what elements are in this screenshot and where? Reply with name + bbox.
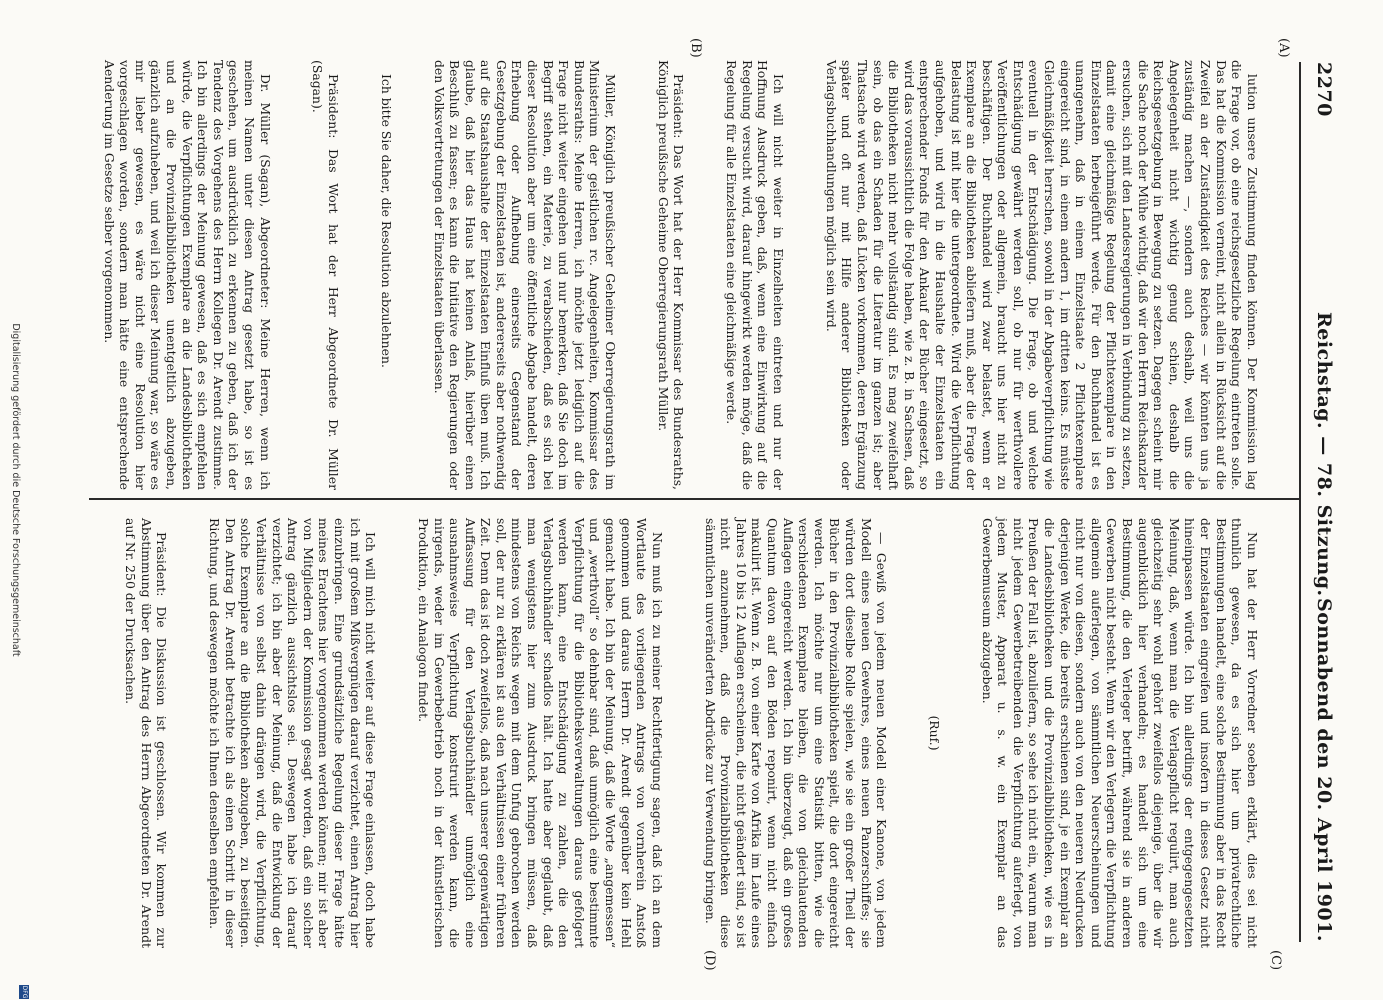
left-text-column [91, 60, 1291, 494]
column-divider [89, 498, 1299, 500]
header-rule [1299, 62, 1301, 942]
page-header [1303, 62, 1343, 942]
margin-marker-c: (C) [1268, 950, 1283, 971]
session-title: Reichstag. — 78. Sitzung. [1313, 312, 1335, 597]
margin-marker-d: (D) [702, 950, 717, 971]
paragraph: Dr. Müller (Sagan), Abgeordneter: Meine Herren, wenn ich meinen Namen unter diesen Antrag gesetzt habe, so ist es geschehen, um ausdrücklich zu erkennen zu geben, daß ich der Tendenz des Vorgehens des Herrn Kollegen Dr. Arendt zustimme. Ich bin allerdings der Meinung gewesen, daß es sich empfehlen würde, die Verpflichtungen Exemplare an die Landesbibliotheken und an die Provinzialbibliotheken unentgeltlich abzugeben, gänzlich aufzuheben, und weil ich dieser Meinung war, so wäre es mir lieber gewesen, es wäre nicht eine Resolution hier vorgeschlagen worden, sondern man hätte eine entsprechende Aenderung im Gesetze selber vorgenommen. [101, 60, 273, 494]
session-date: Sonnabend den 20. April 1901. [1313, 598, 1335, 942]
credit-text: Digitalisierung gefördert durch die Deutsche Forschungsgemeinschaft [10, 323, 21, 657]
right-text-column [91, 518, 1291, 952]
interjection: (Ruf.) [926, 715, 942, 751]
paragraph: Ich bitte Sie daher, die Resolution abzulehnen. [378, 74, 394, 368]
paragraph: Müller, Königlich preußischer Geheimer Oberregierungsrath im Ministerium der geistlichen rc. Angelegenheiten, Kommissar des Bundesraths: Meine Herren, ich möchte jetzt lediglich auf die Frage nicht weiter eingehen und nur bemerken, daß Sie doch im Begriff stehen, ein Materie, zu verabschieden, daß es sich bei dieser Resolution aber um eine öffentliche Abgabe handelt, deren Erhebung oder Aufhebung einerseits Gegenstand der Gesetzgebung der Einzelstaaten ist, andererseits aber nothwendig auf die Staatshaushalte der Einzelstaaten Einfluß üben muß. Ich glaube, daß hier das Haus hat keinen Anlaß, hierüber einen Beschluß zu fassen; es kann die Initiative den Regierungen oder den Volksvertretungen der Einzelstaaten überlassen. [431, 60, 619, 494]
paragraph: Präsident: Das Wort hat der Herr Kommissar des Bundesraths, Königlich preußische Geheime Oberregierungsrath Müller. [655, 60, 687, 494]
paragraph: lution unsere Zustimmung finden können. Der Kommission lag die Frage vor, ob eine reichsgesetzliche Regelung eintreten solle. Das hat die Kommission verneint, nicht allein in Rücksicht auf die Zweifel an der Zuständigkeit des Reiches — wir könnten uns ja zuständig machen —, sondern auch deshalb, weil uns die Angelegenheit nicht wichtig genug schien, deshalb die Reichsgesetzgebung in Bewegung zu setzen. Dagegen scheint mir die Sache noch der Mühe wichtig, daß wir den Herrn Reichskanzler ersuchen, sich mit den Landesregierungen in Verbindung zu setzen, damit eine gleichmäßige Regelung der Pflichtexemplare in den Einzelstaaten herbeigeführt werde. Für den Buchhandel ist es unangenehm, daß in einem Einzelstaate 2 Pflichtexemplare eingereicht sind, in einem andern 1, im dritten keins. Es müsste Gleichmäßigkeit herrschen, sowohl in der Abgabeverpflichtung wie eventuell in der Entschädigung. Die Frage, ob und welche Entschädigung gewährt werden soll, ob nur für werthvollere Veröffentlichungen oder allgemein, braucht uns hier nicht zu beschäftigen. Der Buchhandel wird zwar belastet, wenn er Exemplare an die Bibliotheken abliefern muß, aber die Frage der Belastung ist mit hier die untergeordnete. Wird die Verpflichtung aufgehoben, und wird in die Haushalte der Einzelstaaten ein entsprechender Fonds für den Ankauf der Bücher eingesetzt, so wird das voraussichtlich die Folge haben, wie z. B. in Sachsen, daß die Bibliotheken nicht mehr vollständig sind. Es mag zweifelhaft sein, ob das ein Schaden für die Literatur im ganzen ist; aber Thatsache wird werden, daß Lücken vorkommen, deren Ergänzung später und oft nur mit Hilfe anderer Bibliotheken oder Verlagsbuchhandlungen möglich sein wird. [823, 60, 1260, 494]
dfg-logo: DFG [21, 985, 28, 999]
paragraph: Ich will nicht weiter in Einzelheiten eintreten und nur der Hoffnung Ausdruck geben, daß, wenn eine Einwirkung auf die Regelung versucht wird, darauf hingewirkt werden möge, daß die Regelung für alle Einzelstaaten eine gleichmäßige werde. [724, 60, 786, 494]
margin-marker-a: (A) [1276, 38, 1291, 58]
paragraph: Ich will mich nicht weiter auf diese Frage einlassen, doch habe ich mit großem Mißvergnügen darauf verzichtet, einen Antrag hier einzubringen. Eine grundsätzliche Regelung dieser Frage hätte meines Erachtens hier vorgenommen werden können; mir ist aber von Mitgliedern der Kommission gesagt worden, daß ein solcher Antrag gänzlich aussichtslos sei. Deswegen habe ich darauf verzichtet; ich bin aber der Meinung, daß die Entwicklung der Verhältnisse von selbst dahin drängen wird, die Verpflichtung, solche Exemplare an die Bibliotheken abzugeben, zu beseitigen. Den Antrag Dr. Arendt betrachte ich als einen Schritt in dieser Richtung, und deswegen möchte ich Ihnen denselben empfehlen. [207, 518, 379, 952]
paragraph: Nun hat der Herr Vorredner soeben erklärt, dies sei nicht thunlich gewesen, da es sich hier um privatrechtliche Bestimmungen handelt, eine solche Bestimmung aber in das Recht der Einzelstaaten eingreifen und insofern in dieses Gesetz nicht hineinpassen würde. Ich bin allerdings der entgegengesetzten Meinung, daß, wenn man die Verlagspflicht regulirt, man auch gleichzeitig sehr wohl gehört zweifellos diejenige, über die wir augenblicklich hier verhandeln; es handelt sich um eine Bestimmung, die den Verleger betrifft, während sie in anderen Gewerben nicht besteht. Wenn wir den Verlegern die Verpflichtung allgemein auferlegen, von sämmtlichen Neuerscheinungen und nicht nur von diesen, sondern auch von den neueren Neudrucken derjenigen Werke, die bereits erschienen sind, je ein Exemplar an die Landesbibliotheken und die Provinzialbibliotheken, wie es in Preußen der Fall ist, abzuliefern, so sehe ich nicht ein, warum man nicht jedem Gewerbetreibenden die Verpflichtung auferlegt, von jedem Muster, Apparat u. s. w. ein Exemplar an das Gewerbemuseum abzugeben. [979, 518, 1260, 952]
paragraph: Präsident: Die Diskussion ist geschlossen. Wir kommen zur Abstimmung über den Antrag des Herrn Abgeordneten Dr. Arendt auf Nr. 250 der Drucksachen. [123, 518, 170, 952]
paragraph: — Gewiß von jedem neuen Modell einer Kanone, von jedem Modell eines neuen Gewehres, eines neuen Panzerschiffes; sie würden dort dieselbe Rolle spielen, wie sie ein großer Theil der Bücher in den Provinzialbibliotheken spielt, die dort eingereicht werden. Ich möchte nur um eine Statistik bitten, wie die verschiedenen Exemplare bleiben, die von gleichlautenden Auflagen eingereicht werden. Ich bin überzeugt, daß ein großes Quantum davon auf den Böden reponirt, wenn nicht einfach makulirt ist. Wenn z. B. von einer Karte von Afrika im Laufe eines Jahres 10 bis 12 Auflagen erscheinen, die nicht geändert sind, so ist nicht anzunehmen, daß die Provinzialbibliotheken diese sämmtlichen unveränderten Abdrücke zur Verwendung bringen. [702, 518, 890, 952]
margin-marker-b: (B) [688, 38, 703, 58]
page-number: 2270 [1313, 62, 1335, 117]
digitization-credit [10, 0, 21, 980]
paragraph: Präsident: Das Wort hat der Herr Abgeordnete Dr. Müller (Sagan). [310, 60, 341, 494]
paragraph: Nun muß ich zu meiner Rechtfertigung sagen, daß ich an dem Wortlaute des vorliegenden Antrags von vornherein Anstoß genommen und daraus Herrn Dr. Arendt gegenüber kein Hehl gemacht habe. Ich bin der Meinung, daß die Worte „angemessen“ und „werthvoll“ so dehnbar sind, daß unmöglich eine bestimmte Verpflichtung für die Bibliotheksverwaltungen daraus gefolgert werden kann, eine Entschädigung zu zahlen, die den Verlagsbuchhändler schadlos hält. Ich hatte aber geglaubt, daß man wenigstens hier zum Ausdruck bringen müssen, daß mindestens von Reichs wegen mit dem Unfug gebrochen werden soll, der nur zu erklären ist aus den Verhältnissen einer früheren Zeit. Denn das ist doch zweifellos, daß nach unserer gegenwärtigen Auffassung für den Verlagsbuchhändler unmöglich eine ausnahmsweise Verpflichtung konstruirt werden kann, die nirgends, weder im Gewerbebetrieb noch in der künstlerischen Produktion, ein Analogon findet. [415, 518, 665, 952]
